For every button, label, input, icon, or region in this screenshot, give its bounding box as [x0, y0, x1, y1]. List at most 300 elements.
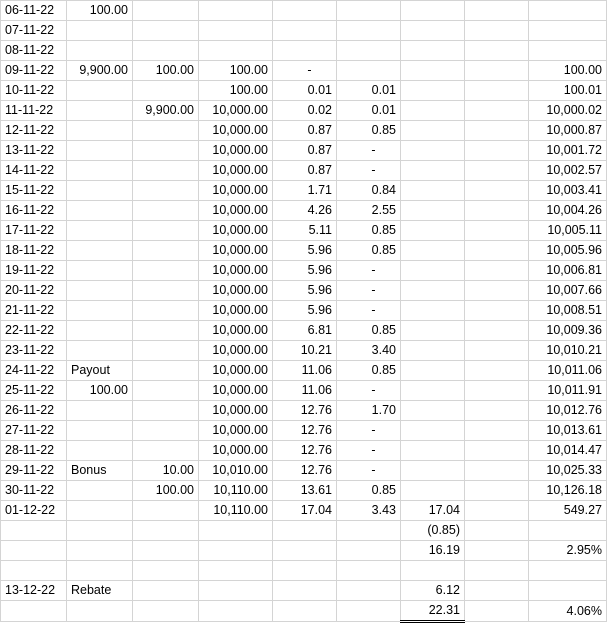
table-row: [1, 541, 607, 561]
table-row: [1, 481, 607, 501]
cell[interactable]: [465, 321, 529, 341]
cell[interactable]: [465, 281, 529, 301]
cell[interactable]: 10,011.06: [529, 361, 607, 381]
table-row: [1, 401, 607, 421]
cell[interactable]: 0.87: [273, 121, 337, 141]
cell[interactable]: [529, 521, 607, 541]
cell[interactable]: 10,110.00: [199, 501, 273, 521]
cell[interactable]: 10,000.00: [199, 281, 273, 301]
cell[interactable]: [465, 21, 529, 41]
cell[interactable]: 22-11-22: [1, 321, 67, 341]
cell[interactable]: 10,009.36: [529, 321, 607, 341]
cell[interactable]: 100.00: [133, 481, 199, 501]
cell[interactable]: 10.00: [133, 461, 199, 481]
cell[interactable]: 15-11-22: [1, 181, 67, 201]
cell[interactable]: 0.85: [337, 221, 401, 241]
table-row: [1, 141, 607, 161]
cell[interactable]: 10,110.00: [199, 481, 273, 501]
cell[interactable]: [199, 541, 273, 561]
cell[interactable]: [465, 581, 529, 601]
cell[interactable]: 6.81: [273, 321, 337, 341]
cell[interactable]: [337, 21, 401, 41]
cell[interactable]: [67, 41, 133, 61]
cell[interactable]: 10,004.26: [529, 201, 607, 221]
cell[interactable]: [273, 21, 337, 41]
table-row: [1, 581, 607, 601]
cell[interactable]: [465, 201, 529, 221]
cell[interactable]: [465, 601, 529, 622]
table-row: [1, 561, 607, 581]
cell[interactable]: [401, 381, 465, 401]
cell[interactable]: [465, 241, 529, 261]
cell[interactable]: [401, 121, 465, 141]
cell[interactable]: [465, 261, 529, 281]
cell[interactable]: [67, 121, 133, 141]
cell[interactable]: 11.06: [273, 361, 337, 381]
cell[interactable]: 9,900.00: [133, 101, 199, 121]
cell[interactable]: [67, 401, 133, 421]
cell[interactable]: 12.76: [273, 441, 337, 461]
cell[interactable]: 07-11-22: [1, 21, 67, 41]
cell[interactable]: [67, 221, 133, 241]
cell[interactable]: 10,000.00: [199, 221, 273, 241]
cell[interactable]: 09-11-22: [1, 61, 67, 81]
cell[interactable]: [133, 561, 199, 581]
cell[interactable]: 0.87: [273, 161, 337, 181]
cell[interactable]: [67, 301, 133, 321]
cell[interactable]: -: [337, 421, 401, 441]
cell[interactable]: [465, 161, 529, 181]
cell[interactable]: 100.00: [67, 1, 133, 21]
cell[interactable]: [337, 61, 401, 81]
cell[interactable]: [465, 1, 529, 21]
cell[interactable]: [273, 521, 337, 541]
cell[interactable]: 5.96: [273, 241, 337, 261]
cell[interactable]: [529, 1, 607, 21]
cell[interactable]: [337, 521, 401, 541]
cell[interactable]: 10,010.00: [199, 461, 273, 481]
cell[interactable]: [465, 301, 529, 321]
cell[interactable]: [133, 161, 199, 181]
cell[interactable]: [67, 81, 133, 101]
cell[interactable]: [133, 181, 199, 201]
cell[interactable]: -: [337, 141, 401, 161]
cell[interactable]: [465, 421, 529, 441]
cell[interactable]: [133, 381, 199, 401]
cell[interactable]: Payout: [67, 361, 133, 381]
table-row: [1, 341, 607, 361]
cell[interactable]: [401, 1, 465, 21]
cell[interactable]: [273, 561, 337, 581]
cell[interactable]: 16.19: [401, 541, 465, 561]
cell[interactable]: [67, 561, 133, 581]
cell[interactable]: [67, 481, 133, 501]
cell[interactable]: 10,000.00: [199, 201, 273, 221]
cell[interactable]: 4.06%: [529, 601, 607, 622]
cell[interactable]: 24-11-22: [1, 361, 67, 381]
cell[interactable]: [401, 301, 465, 321]
cell[interactable]: 4.26: [273, 201, 337, 221]
cell[interactable]: [133, 601, 199, 622]
cell[interactable]: 06-11-22: [1, 1, 67, 21]
cell[interactable]: 21-11-22: [1, 301, 67, 321]
cell[interactable]: 10,000.00: [199, 361, 273, 381]
cell[interactable]: 2.95%: [529, 541, 607, 561]
cell[interactable]: [67, 101, 133, 121]
cell[interactable]: 14-11-22: [1, 161, 67, 181]
cell[interactable]: [199, 41, 273, 61]
cell[interactable]: Bonus: [67, 461, 133, 481]
cell[interactable]: [465, 181, 529, 201]
cell[interactable]: [133, 221, 199, 241]
cell[interactable]: [337, 581, 401, 601]
cell[interactable]: [465, 541, 529, 561]
cell[interactable]: [465, 221, 529, 241]
cell[interactable]: [401, 21, 465, 41]
cell[interactable]: [529, 21, 607, 41]
cell[interactable]: 10,000.87: [529, 121, 607, 141]
cell[interactable]: [337, 41, 401, 61]
cell[interactable]: [465, 481, 529, 501]
cell[interactable]: [465, 41, 529, 61]
table-row: [1, 281, 607, 301]
cell[interactable]: [401, 561, 465, 581]
cell[interactable]: 10,011.91: [529, 381, 607, 401]
cell[interactable]: [67, 541, 133, 561]
cell[interactable]: [133, 281, 199, 301]
cell[interactable]: [133, 441, 199, 461]
cell[interactable]: [67, 161, 133, 181]
cell[interactable]: [273, 541, 337, 561]
cell[interactable]: [337, 1, 401, 21]
cell[interactable]: 0.85: [337, 321, 401, 341]
cell[interactable]: [199, 561, 273, 581]
cell[interactable]: 10,000.00: [199, 301, 273, 321]
cell[interactable]: [465, 521, 529, 541]
cell[interactable]: 01-12-22: [1, 501, 67, 521]
cell[interactable]: [133, 21, 199, 41]
cell[interactable]: 13.61: [273, 481, 337, 501]
cell[interactable]: 17.04: [401, 501, 465, 521]
cell[interactable]: 27-11-22: [1, 421, 67, 441]
cell[interactable]: -: [337, 281, 401, 301]
cell[interactable]: [67, 321, 133, 341]
cell[interactable]: 10,000.00: [199, 341, 273, 361]
cell[interactable]: [133, 521, 199, 541]
cell[interactable]: [133, 81, 199, 101]
cell[interactable]: 10,000.00: [199, 121, 273, 141]
cell[interactable]: [401, 281, 465, 301]
cell[interactable]: [465, 501, 529, 521]
cell[interactable]: [1, 541, 67, 561]
cell[interactable]: [133, 261, 199, 281]
cell[interactable]: 100.00: [67, 381, 133, 401]
cell[interactable]: [401, 41, 465, 61]
cell[interactable]: 1.70: [337, 401, 401, 421]
table-row: [1, 261, 607, 281]
table-row: [1, 121, 607, 141]
cell[interactable]: [133, 41, 199, 61]
cell[interactable]: [1, 601, 67, 622]
cell[interactable]: 10.21: [273, 341, 337, 361]
cell[interactable]: 5.96: [273, 261, 337, 281]
cell[interactable]: 10,012.76: [529, 401, 607, 421]
cell[interactable]: 6.12: [401, 581, 465, 601]
cell[interactable]: [67, 501, 133, 521]
cell[interactable]: -: [337, 261, 401, 281]
cell[interactable]: [465, 461, 529, 481]
cell[interactable]: -: [337, 161, 401, 181]
cell[interactable]: 12.76: [273, 401, 337, 421]
cell[interactable]: [465, 101, 529, 121]
cell[interactable]: [67, 21, 133, 41]
cell[interactable]: 18-11-22: [1, 241, 67, 261]
cell[interactable]: 0.01: [337, 101, 401, 121]
cell[interactable]: 12-11-22: [1, 121, 67, 141]
cell[interactable]: 2.55: [337, 201, 401, 221]
cell[interactable]: 10,000.00: [199, 101, 273, 121]
cell[interactable]: 1.71: [273, 181, 337, 201]
cell[interactable]: [401, 81, 465, 101]
cell[interactable]: [133, 501, 199, 521]
cell[interactable]: [67, 241, 133, 261]
cell[interactable]: 10,126.18: [529, 481, 607, 501]
table-row: [1, 421, 607, 441]
cell[interactable]: 10,000.00: [199, 181, 273, 201]
cell[interactable]: [133, 541, 199, 561]
cell[interactable]: [465, 341, 529, 361]
cell[interactable]: [67, 421, 133, 441]
cell[interactable]: [273, 1, 337, 21]
cell[interactable]: 10,000.02: [529, 101, 607, 121]
cell[interactable]: 30-11-22: [1, 481, 67, 501]
cell[interactable]: 3.40: [337, 341, 401, 361]
cell[interactable]: 10,003.41: [529, 181, 607, 201]
cell[interactable]: [401, 361, 465, 381]
cell[interactable]: [401, 321, 465, 341]
cell[interactable]: 11.06: [273, 381, 337, 401]
cell[interactable]: [401, 481, 465, 501]
cell[interactable]: [337, 601, 401, 622]
table-row: [1, 381, 607, 401]
cell[interactable]: 5.11: [273, 221, 337, 241]
cell[interactable]: [401, 401, 465, 421]
cell[interactable]: 22.31: [401, 601, 465, 622]
cell[interactable]: -: [337, 381, 401, 401]
cell[interactable]: 10,000.00: [199, 421, 273, 441]
cell[interactable]: 10,000.00: [199, 161, 273, 181]
cell[interactable]: [273, 601, 337, 622]
cell[interactable]: 10,000.00: [199, 441, 273, 461]
cell[interactable]: 12.76: [273, 461, 337, 481]
cell[interactable]: 19-11-22: [1, 261, 67, 281]
cell[interactable]: [199, 521, 273, 541]
cell[interactable]: [401, 421, 465, 441]
cell[interactable]: [465, 361, 529, 381]
cell[interactable]: 10,000.00: [199, 321, 273, 341]
cell[interactable]: 10,000.00: [199, 141, 273, 161]
cell[interactable]: 13-11-22: [1, 141, 67, 161]
cell[interactable]: [401, 181, 465, 201]
cell[interactable]: [273, 41, 337, 61]
cell[interactable]: [529, 41, 607, 61]
cell[interactable]: 12.76: [273, 421, 337, 441]
cell[interactable]: 0.02: [273, 101, 337, 121]
cell[interactable]: [67, 601, 133, 622]
cell[interactable]: [465, 141, 529, 161]
cell[interactable]: 10,001.72: [529, 141, 607, 161]
cell[interactable]: 26-11-22: [1, 401, 67, 421]
cell[interactable]: 08-11-22: [1, 41, 67, 61]
cell[interactable]: [401, 441, 465, 461]
cell[interactable]: [133, 141, 199, 161]
cell[interactable]: [1, 561, 67, 581]
cell[interactable]: [1, 521, 67, 541]
cell[interactable]: [401, 161, 465, 181]
cell[interactable]: [529, 561, 607, 581]
cell[interactable]: [133, 1, 199, 21]
cell[interactable]: [67, 441, 133, 461]
cell[interactable]: [67, 141, 133, 161]
cell[interactable]: 10,005.11: [529, 221, 607, 241]
cell[interactable]: 20-11-22: [1, 281, 67, 301]
cell[interactable]: [401, 341, 465, 361]
cell[interactable]: 17.04: [273, 501, 337, 521]
cell[interactable]: [337, 541, 401, 561]
table-row: [1, 321, 607, 341]
cell[interactable]: [465, 121, 529, 141]
cell[interactable]: 0.01: [273, 81, 337, 101]
cell[interactable]: [199, 601, 273, 622]
cell[interactable]: 0.01: [337, 81, 401, 101]
cell[interactable]: [465, 401, 529, 421]
cell[interactable]: [67, 261, 133, 281]
cell[interactable]: [199, 581, 273, 601]
cell[interactable]: [133, 341, 199, 361]
table-row: [1, 81, 607, 101]
cell[interactable]: [529, 581, 607, 601]
cell[interactable]: [401, 221, 465, 241]
cell[interactable]: [67, 181, 133, 201]
cell[interactable]: [401, 141, 465, 161]
cell[interactable]: 5.96: [273, 301, 337, 321]
cell[interactable]: [67, 281, 133, 301]
cell[interactable]: 100.00: [133, 61, 199, 81]
cell[interactable]: 10,014.47: [529, 441, 607, 461]
cell[interactable]: 28-11-22: [1, 441, 67, 461]
cell[interactable]: 0.87: [273, 141, 337, 161]
cell[interactable]: 0.85: [337, 241, 401, 261]
cell[interactable]: 100.00: [529, 61, 607, 81]
cell[interactable]: [67, 201, 133, 221]
cell[interactable]: -: [337, 301, 401, 321]
table-row: [1, 21, 607, 41]
cell[interactable]: 10-11-22: [1, 81, 67, 101]
cell[interactable]: 10,005.96: [529, 241, 607, 261]
cell[interactable]: [133, 241, 199, 261]
cell[interactable]: 29-11-22: [1, 461, 67, 481]
cell[interactable]: 10,000.00: [199, 381, 273, 401]
cell[interactable]: 17-11-22: [1, 221, 67, 241]
cell[interactable]: [401, 261, 465, 281]
cell[interactable]: 0.84: [337, 181, 401, 201]
cell[interactable]: [133, 401, 199, 421]
cell[interactable]: 10,010.21: [529, 341, 607, 361]
cell[interactable]: [67, 521, 133, 541]
cell[interactable]: (0.85): [401, 521, 465, 541]
cell[interactable]: 9,900.00: [67, 61, 133, 81]
cell[interactable]: [133, 421, 199, 441]
cell[interactable]: [337, 561, 401, 581]
cell[interactable]: [401, 241, 465, 261]
table-row: [1, 61, 607, 81]
cell[interactable]: 13-12-22: [1, 581, 67, 601]
cell[interactable]: Rebate: [67, 581, 133, 601]
cell[interactable]: [133, 321, 199, 341]
cell[interactable]: 10,025.33: [529, 461, 607, 481]
cell[interactable]: 10,013.61: [529, 421, 607, 441]
cell[interactable]: 100.00: [199, 81, 273, 101]
table-row: [1, 101, 607, 121]
cell[interactable]: [401, 461, 465, 481]
cell[interactable]: [465, 561, 529, 581]
cell[interactable]: 16-11-22: [1, 201, 67, 221]
cell[interactable]: [199, 21, 273, 41]
cell[interactable]: 11-11-22: [1, 101, 67, 121]
table-row: [1, 521, 607, 541]
cell[interactable]: -: [337, 441, 401, 461]
cell[interactable]: 549.27: [529, 501, 607, 521]
cell[interactable]: 10,008.51: [529, 301, 607, 321]
cell[interactable]: 25-11-22: [1, 381, 67, 401]
cell[interactable]: [133, 201, 199, 221]
cell[interactable]: 0.85: [337, 121, 401, 141]
table-row: [1, 201, 607, 221]
cell[interactable]: [465, 61, 529, 81]
cell[interactable]: 10,000.00: [199, 401, 273, 421]
cell[interactable]: 10,006.81: [529, 261, 607, 281]
cell[interactable]: 10,002.57: [529, 161, 607, 181]
cell[interactable]: 5.96: [273, 281, 337, 301]
cell[interactable]: [465, 441, 529, 461]
cell[interactable]: [465, 381, 529, 401]
cell[interactable]: 10,007.66: [529, 281, 607, 301]
cell[interactable]: [133, 581, 199, 601]
cell[interactable]: 23-11-22: [1, 341, 67, 361]
cell[interactable]: 0.85: [337, 481, 401, 501]
cell[interactable]: [133, 361, 199, 381]
cell[interactable]: [401, 201, 465, 221]
cell[interactable]: [67, 341, 133, 361]
table-row: [1, 361, 607, 381]
cell[interactable]: 3.43: [337, 501, 401, 521]
cell[interactable]: 100.01: [529, 81, 607, 101]
cell[interactable]: [133, 121, 199, 141]
cell[interactable]: [199, 1, 273, 21]
cell[interactable]: [401, 61, 465, 81]
cell[interactable]: [273, 581, 337, 601]
cell[interactable]: 100.00: [199, 61, 273, 81]
cell[interactable]: [465, 81, 529, 101]
cell[interactable]: 0.85: [337, 361, 401, 381]
cell[interactable]: -: [273, 61, 337, 81]
cell[interactable]: 10,000.00: [199, 261, 273, 281]
cell[interactable]: [401, 101, 465, 121]
cell[interactable]: 10,000.00: [199, 241, 273, 261]
cell[interactable]: [133, 301, 199, 321]
table-row: [1, 301, 607, 321]
cell[interactable]: -: [337, 461, 401, 481]
